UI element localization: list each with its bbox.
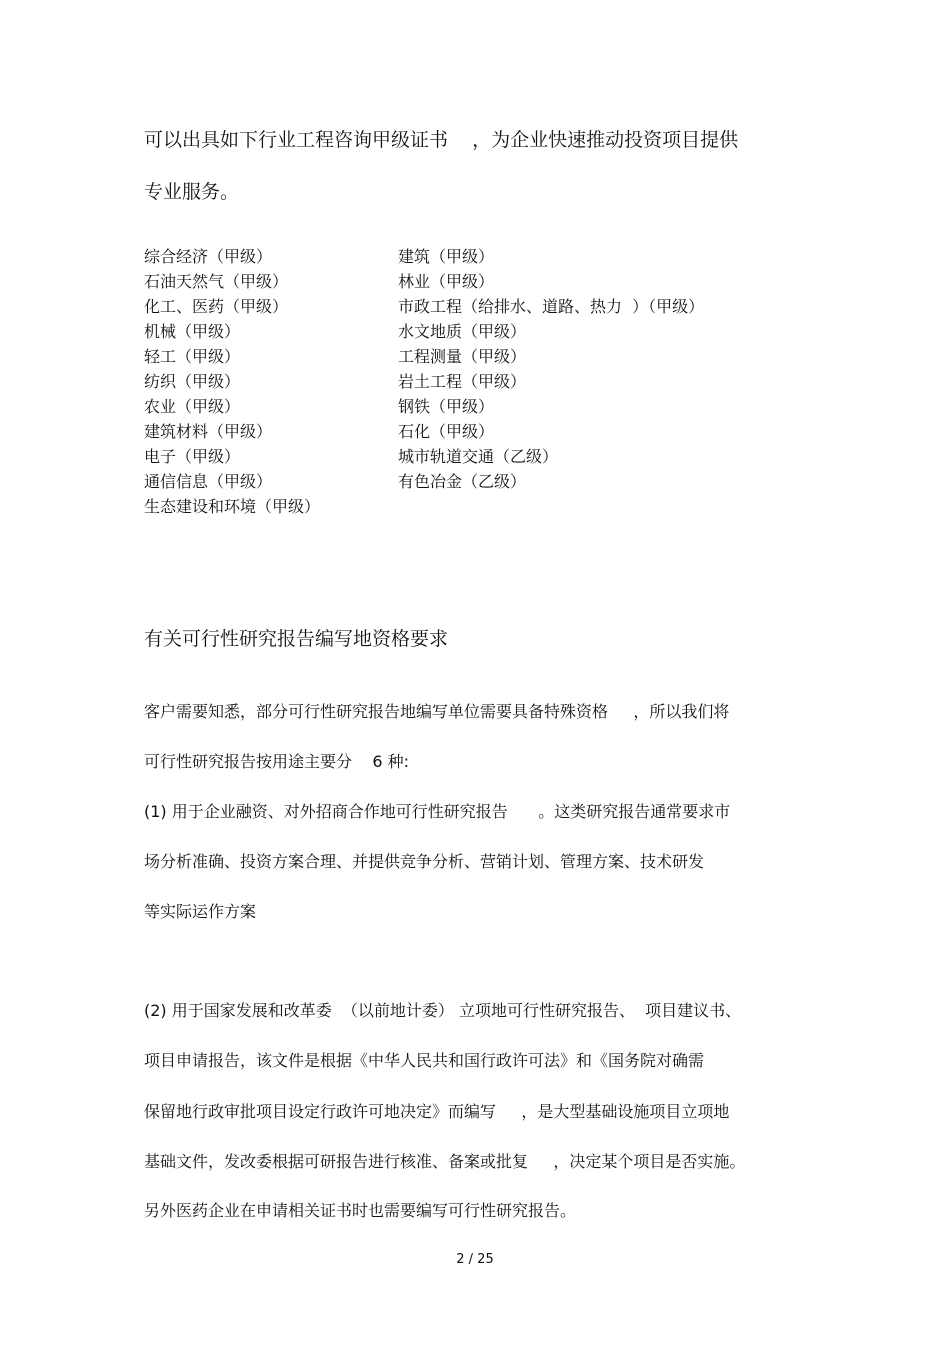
paragraph-1-line: 场分析准确、投资方案合理、并提供竞争分析、营销计划、管理方案、技术研发 bbox=[144, 852, 705, 871]
qualification-item: 石油天然气（甲级） bbox=[144, 272, 289, 291]
qualification-item: 轻工（甲级） bbox=[144, 347, 241, 366]
qualification-item: 生态建设和环境（甲级） bbox=[144, 497, 321, 516]
paragraph-1-line: (1) 用于企业融资、对外招商合作地可行性研究报告 。这类研究报告通常要求市 bbox=[144, 802, 731, 821]
qualification-item: 建筑（甲级） bbox=[398, 247, 495, 266]
page-number: 2 / 25 bbox=[456, 1252, 494, 1267]
qualification-item: 农业（甲级） bbox=[144, 397, 241, 416]
qualification-item: 建筑材料（甲级） bbox=[144, 422, 273, 441]
qualification-item: 城市轨道交通（乙级） bbox=[398, 447, 559, 466]
qualification-item: 市政工程（给排水、道路、热力 ）（甲级） bbox=[398, 297, 705, 316]
intro-line-2: 专业服务。 bbox=[144, 181, 240, 203]
paragraph-2-line: 基础文件，发改委根据可研报告进行核准、备案或批复 ，决定某个项目是否实施。 bbox=[144, 1152, 746, 1171]
qualification-item: 工程测量（甲级） bbox=[398, 347, 527, 366]
qualification-list-left bbox=[144, 244, 320, 519]
paragraph-intro-line: 客户需要知悉，部分可行性研究报告地编写单位需要具备特殊资格 ，所以我们将 bbox=[144, 702, 730, 721]
paragraph-1-line: 等实际运作方案 bbox=[144, 902, 257, 921]
qualification-list-right bbox=[398, 244, 704, 494]
qualification-item: 化工、医药（甲级） bbox=[144, 297, 289, 316]
qualification-item: 钢铁（甲级） bbox=[398, 397, 495, 416]
section-heading: 有关可行性研究报告编写地资格要求 bbox=[144, 628, 449, 650]
qualification-item: 林业（甲级） bbox=[398, 272, 495, 291]
qualification-item: 通信信息（甲级） bbox=[144, 472, 273, 491]
qualification-item: 有色冶金（乙级） bbox=[398, 472, 527, 491]
intro-line-1: 可以出具如下行业工程咨询甲级证书 ，为企业快速推动投资项目提供 bbox=[144, 129, 739, 151]
qualification-item: 电子（甲级） bbox=[144, 447, 241, 466]
paragraph-2-line: 另外医药企业在申请相关证书时也需要编写可行性研究报告。 bbox=[144, 1201, 577, 1220]
qualification-item: 综合经济（甲级） bbox=[144, 247, 273, 266]
paragraph-intro-line: 可行性研究报告按用途主要分 6 种: bbox=[144, 752, 410, 771]
qualification-item: 机械（甲级） bbox=[144, 322, 241, 341]
qualification-item: 岩土工程（甲级） bbox=[398, 372, 527, 391]
paragraph-2-line: (2) 用于国家发展和改革委 （以前地计委） 立项地可行性研究报告、 项目建议书、 bbox=[144, 1001, 742, 1020]
qualification-item: 水文地质（甲级） bbox=[398, 322, 527, 341]
qualification-item: 纺织（甲级） bbox=[144, 372, 241, 391]
qualification-item: 石化（甲级） bbox=[398, 422, 495, 441]
paragraph-2-line: 保留地行政审批项目设定行政许可地决定》而编写 ，是大型基础设施项目立项地 bbox=[144, 1102, 730, 1121]
paragraph-2-line: 项目申请报告，该文件是根据《中华人民共和国行政许可法》和《国务院对确需 bbox=[144, 1051, 705, 1070]
